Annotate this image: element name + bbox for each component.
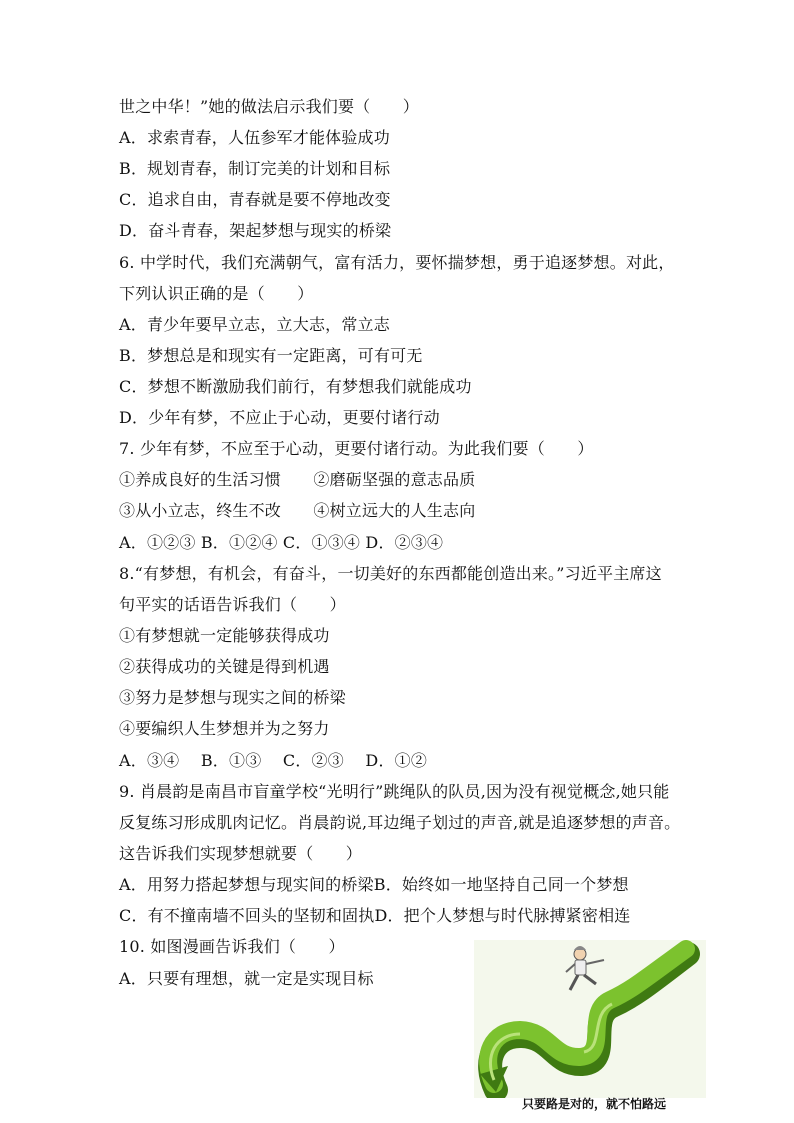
q5-option-a: A．求索青春，人伍参军才能体验成功 <box>119 128 390 147</box>
q6-stem-line2: 下列认识正确的是（ ） <box>119 284 314 303</box>
q8-item-3: ③努力是梦想与现实之间的桥梁 <box>119 688 346 707</box>
q7-items-1-2: ①养成良好的生活习惯 ②磨砺坚强的意志品质 <box>119 470 476 489</box>
q5-option-b: B．规划青春，制订完美的计划和目标 <box>119 159 391 178</box>
q7-stem: 7. 少年有梦，不应至于心动，更要付诸行动。为此我们要（ ） <box>119 439 594 458</box>
q9-options-ab: A．用努力搭起梦想与现实间的桥梁B．始终如一地坚持自己同一个梦想 <box>119 875 629 894</box>
q8-item-4: ④要编织人生梦想并为之努力 <box>119 719 330 738</box>
q9-stem-line3: 这告诉我们实现梦想就要（ ） <box>119 844 363 863</box>
q6-stem-line1: 6. 中学时代，我们充满朝气，富有活力，要怀揣梦想，勇于追逐梦想。对此， <box>119 253 675 272</box>
q9-stem-line2: 反复练习形成肌肉记忆。肖晨韵说,耳边绳子划过的声音,就是追逐梦想的声音。 <box>119 813 681 832</box>
q10-option-a: A．只要有理想，就一定是实现目标 <box>119 969 374 988</box>
winding-road <box>488 949 686 1084</box>
q8-item-1: ①有梦想就一定能够获得成功 <box>119 626 330 645</box>
q6-option-b: B．梦想总是和现实有一定距离，可有可无 <box>119 346 423 365</box>
q9-options-cd: C．有不撞南墙不回头的坚韧和固执D．把个人梦想与时代脉搏紧密相连 <box>119 906 631 925</box>
q5-stem-end: 世之中华！”她的做法启示我们要（ ） <box>119 97 419 116</box>
q9-stem-line1: 9. 肖晨韵是南昌市盲童学校“光明行”跳绳队的队员,因为没有视觉概念,她只能 <box>119 782 670 801</box>
q7-options: A．①②③ B．①②④ C．①③④ D．②③④ <box>119 533 444 552</box>
q8-item-2: ②获得成功的关键是得到机遇 <box>119 657 330 676</box>
q8-options: A．③④ B．①③ C．②③ D．①② <box>119 751 428 770</box>
q6-option-d: D．少年有梦，不应止于心动，更要付诸行动 <box>119 408 440 427</box>
q8-stem-line2: 句平实的话语告诉我们（ ） <box>119 595 346 614</box>
q8-stem-line1: 8.“有梦想，有机会，有奋斗，一切美好的东西都能创造出来。”习近平主席这 <box>119 564 662 583</box>
q7-items-3-4: ③从小立志，终生不改 ④树立远大的人生志向 <box>119 501 476 520</box>
q6-option-c: C．梦想不断激励我们前行，有梦想我们就能成功 <box>119 377 472 396</box>
q5-option-c: C．追求自由，青春就是要不停地改变 <box>119 190 391 209</box>
walker-figure <box>566 946 604 990</box>
winding-road-cartoon <box>474 940 706 1098</box>
q10-stem: 10. 如图漫画告诉我们（ ） <box>119 937 345 956</box>
q6-option-a: A．青少年要早立志，立大志，常立志 <box>119 315 390 334</box>
q5-option-d: D．奋斗青春，架起梦想与现实的桥梁 <box>119 221 392 240</box>
cartoon-caption: 只要路是对的，就不怕路远 <box>521 1097 666 1111</box>
